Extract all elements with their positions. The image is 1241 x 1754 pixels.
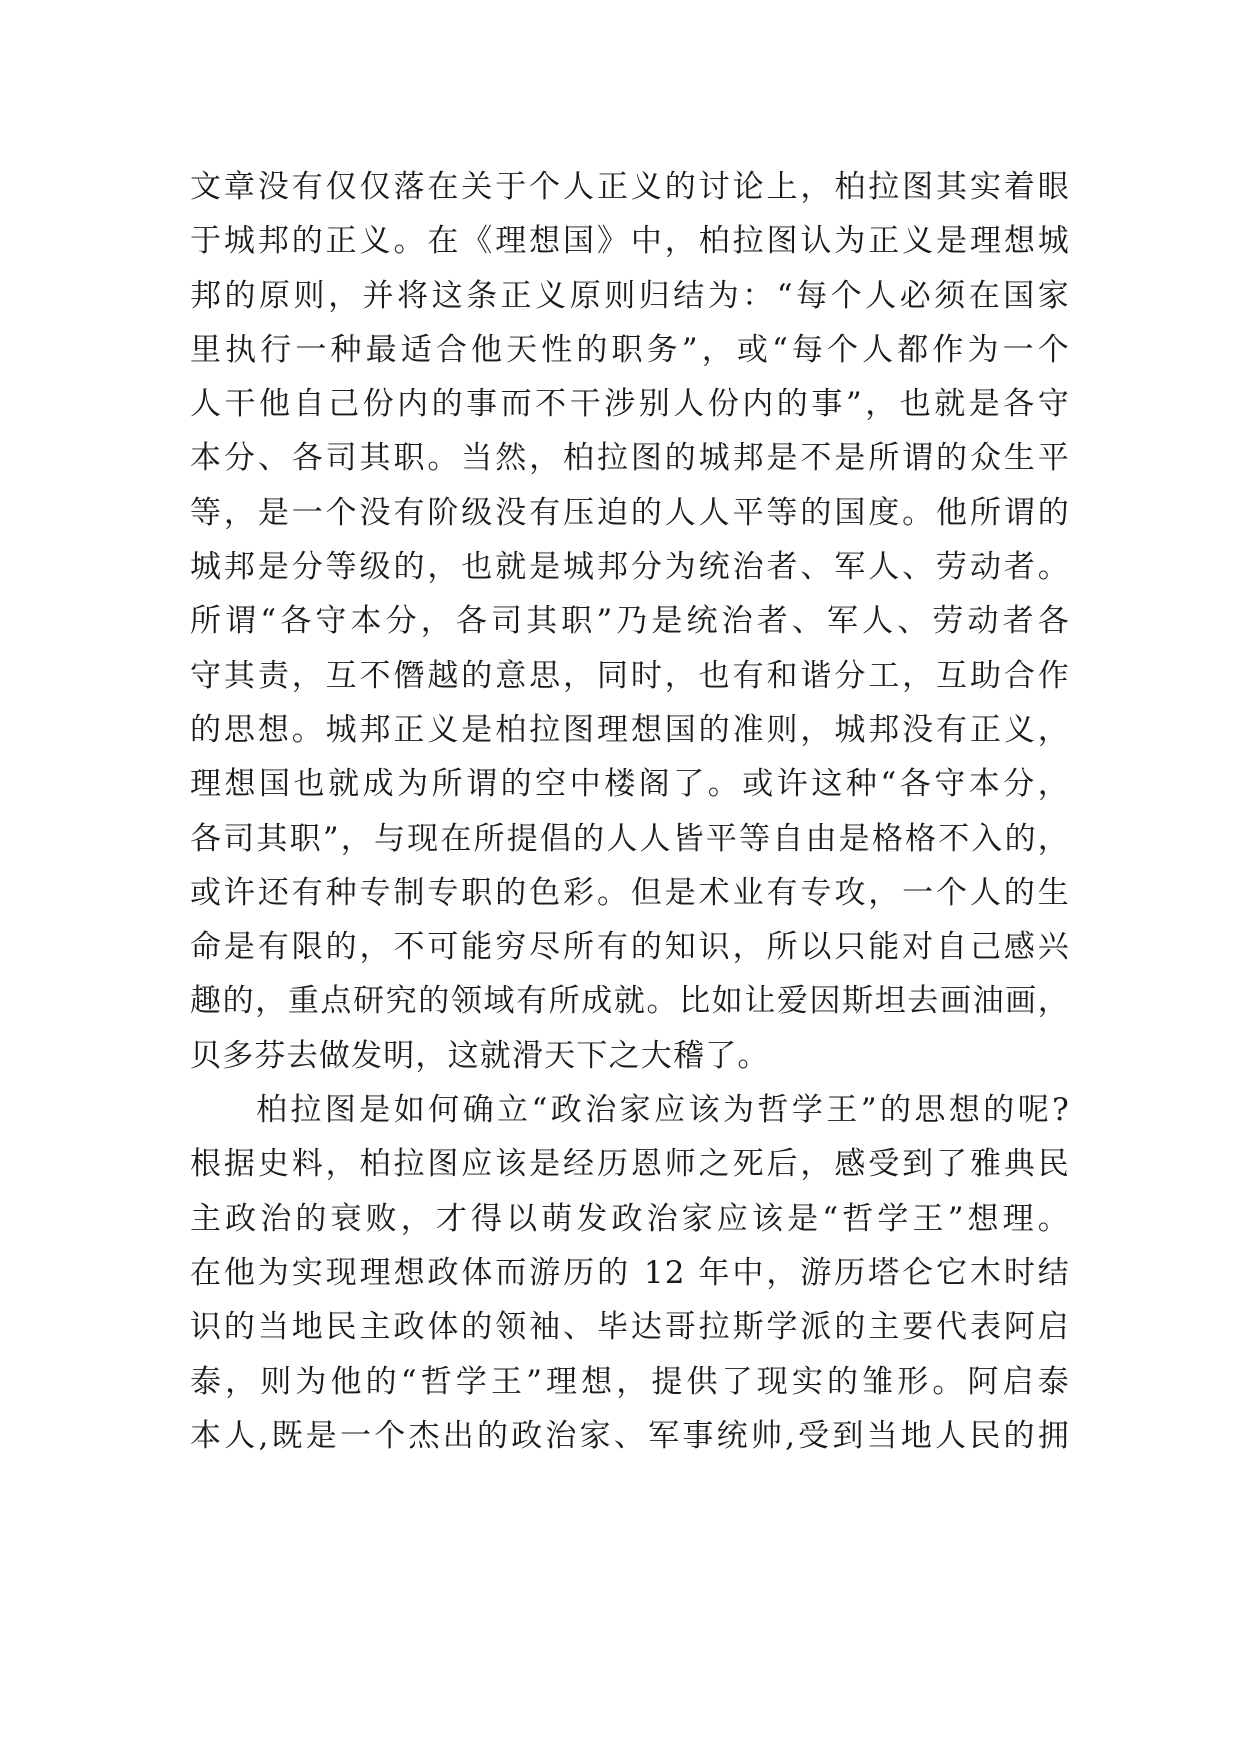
- text-line: 里执行一种最适合他天性的职务”，或“每个人都作为一个: [190, 331, 1070, 368]
- text-line: 的思想。城邦正义是柏拉图理想国的准则，城邦没有正义，: [190, 711, 1070, 748]
- text-line: 守其责，互不僭越的意思，同时，也有和谐分工，互助合作: [190, 657, 1070, 694]
- text-line: 主政治的衰败，才得以萌发政治家应该是“哲学王”想理。: [190, 1200, 1070, 1237]
- paragraph-first-line: 柏拉图是如何确立“政治家应该为哲学王”的思想的呢?: [256, 1092, 1070, 1129]
- text-line: 根据史料，柏拉图应该是经历恩师之死后，感受到了雅典民: [190, 1146, 1070, 1183]
- text-line: 本分、各司其职。当然，柏拉图的城邦是不是所谓的众生平: [190, 440, 1070, 477]
- text-line: 识的当地民主政体的领袖、毕达哥拉斯学派的主要代表阿启: [190, 1309, 1070, 1346]
- text-line: 文章没有仅仅落在关于个人正义的讨论上，柏拉图其实着眼: [190, 169, 1070, 205]
- text-line: 邦的原则，并将这条正义原则归结为：“每个人必须在国家: [190, 277, 1070, 314]
- body-text: [190, 160, 1070, 1463]
- text-line: 命是有限的，不可能穷尽所有的知识，所以只能对自己感兴: [190, 929, 1070, 966]
- text-line: 等，是一个没有阶级没有压迫的人人平等的国度。他所谓的: [190, 494, 1070, 531]
- text-line: 于城邦的正义。在《理想国》中，柏拉图认为正义是理想城: [190, 223, 1070, 260]
- text-line: 理想国也就成为所谓的空中楼阁了。或许这种“各守本分，: [190, 766, 1070, 803]
- text-line: 或许还有种专制专职的色彩。但是术业有专攻，一个人的生: [190, 874, 1070, 911]
- paragraph-end-line: 贝多芬去做发明，这就滑天下之大稽了。: [190, 1037, 770, 1074]
- text-line: 本人,既是一个杰出的政治家、军事统帅,受到当地人民的拥: [190, 1417, 1070, 1454]
- text-line: 所谓“各守本分，各司其职”乃是统治者、军人、劳动者各: [190, 603, 1070, 640]
- text-line: 城邦是分等级的，也就是城邦分为统治者、军人、劳动者。: [190, 549, 1070, 586]
- text-line: 人干他自己份内的事而不干涉别人份内的事”，也就是各守: [190, 386, 1070, 423]
- text-line: 在他为实现理想政体而游历的 12 年中，游历塔仑它木时结: [190, 1254, 1070, 1291]
- text-line: 趣的，重点研究的领域有所成就。比如让爱因斯坦去画油画，: [190, 983, 1070, 1020]
- text-line: 泰，则为他的“哲学王”理想，提供了现实的雏形。阿启泰: [190, 1363, 1070, 1400]
- text-line: 各司其职”，与现在所提倡的人人皆平等自由是格格不入的，: [190, 820, 1070, 857]
